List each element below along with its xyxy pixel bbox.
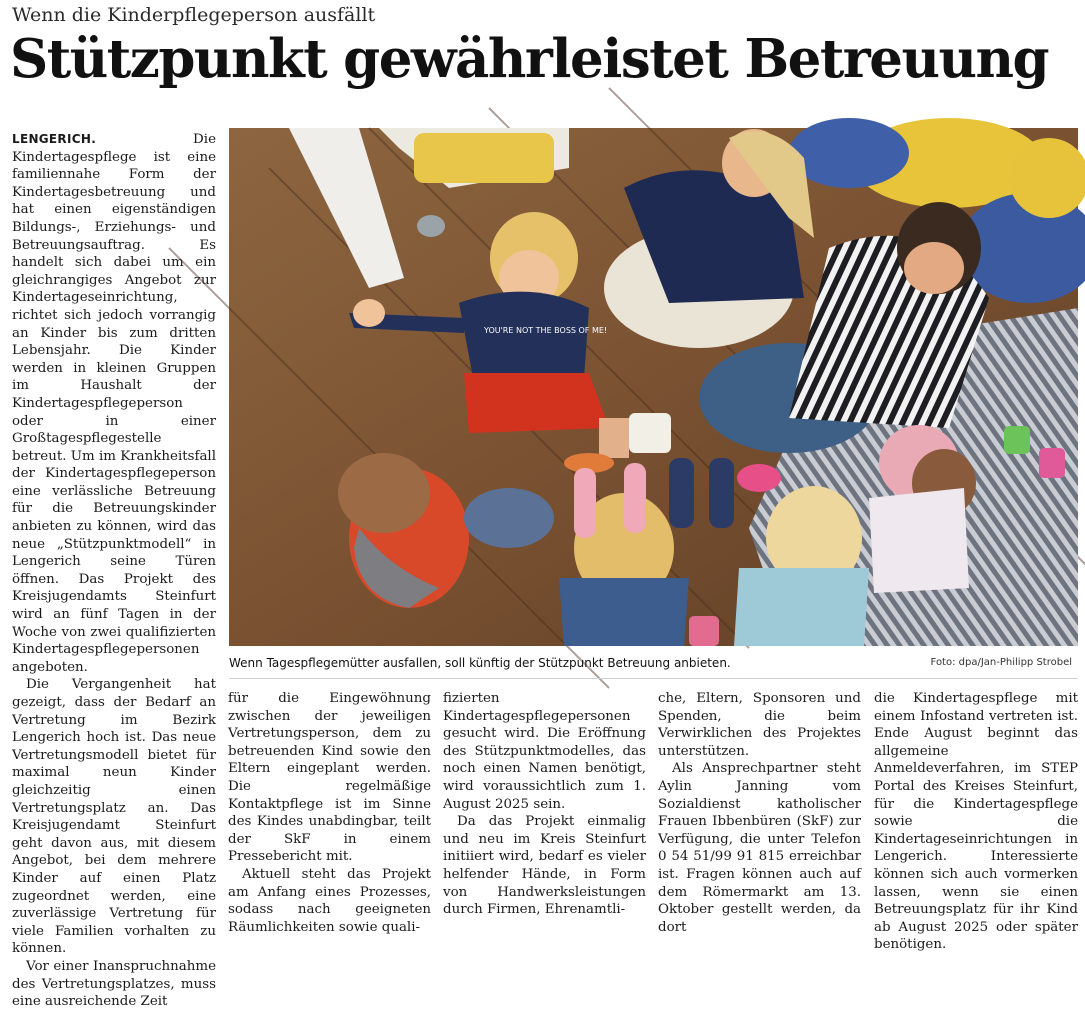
body-paragraph: fizierten Kindertagespflegepersonen gesucht wird. Die Eröffnung des Stützpunktmodelles, das noch einen Namen benötigt, wird voraussichtlich zum 1. August 2025 sein. xyxy=(443,691,646,812)
photo-credit: Foto: dpa/Jan-Philipp Strobel xyxy=(930,657,1072,668)
photo-caption: Wenn Tagespflegemütter ausfallen, soll künftig der Stützpunkt Betreuung anbieten. xyxy=(229,656,731,670)
article-kicker: Wenn die Kinderpflegeperson ausfällt xyxy=(12,4,376,26)
article-headline: Stützpunkt gewährleistet Betreuung xyxy=(10,28,1049,90)
body-paragraph: Vor einer Inanspruchnahme des Vertretungsplatzes, muss eine ausreichende Zeit xyxy=(12,958,216,1010)
body-paragraph: die Kindertagespflege mit einem Infostand vertreten ist. Ende August beginnt das allgemeine Anmeldeverfahren, im STEP Portal des Kreises Steinfurt, für die Kindertagespflege sowie die Kindertageseinrichtungen in Lengerich. Interessierte können sich auch vormerken lassen, wenn sie einen Betreuungsplatz für ihr Kind ab August 2025 oder später benötigen. xyxy=(874,691,1078,953)
article-column-5 xyxy=(874,690,1078,953)
body-paragraph: Da das Projekt einmalig und neu im Kreis Steinfurt initiiert wird, bedarf es vieler helfender Hände, in Form von Handwerksleistungen durch Firmen, Ehrenamtli- xyxy=(443,814,646,918)
article-column-left xyxy=(12,131,216,1010)
dateline: LENGERICH. xyxy=(12,132,97,146)
photo-caption-bar xyxy=(229,654,1078,674)
shirt-print: YOU'RE NOT THE BOSS OF ME! xyxy=(484,326,608,335)
body-paragraph: Die Vergangenheit hat gezeigt, dass der Bedarf an Vertretung im Bezirk Lengerich hoch ist. Das neue Vertretungsmodell bietet für maximal neun Kinder gleichzeitig einen Vertretungsplatz an. Das Kreisjugendamt Steinfurt geht davon aus, mit diesem Angebot, bei dem mehrere Kinder auf einen Platz zugeordnet werden, eine zuverlässige Vertretung für viele Familien vorhalten zu können. xyxy=(12,677,216,957)
body-paragraph: che, Eltern, Sponsoren und Spenden, die beim Verwirklichen des Projektes unterstützen. xyxy=(658,691,861,759)
article-column-2 xyxy=(228,690,431,935)
body-paragraph: Als Ansprechpartner steht Aylin Janning vom Sozialdienst katholischer Frauen Ibbenbüren (SkF) zur Verfügung, die unter Telefon 0 54 51/99 91 815 erreichbar ist. Fragen können auch auf dem Römermarkt am 13. Oktober gestellt werden, da dort xyxy=(658,761,861,935)
article-column-3 xyxy=(443,690,646,917)
lead-paragraph xyxy=(12,131,216,676)
body-paragraph: für die Eingewöhnung zwischen der jeweiligen Vertretungsperson, dem zu betreuenden Kind sowie den Eltern eingeplant werden. Die regelmäßige Kontaktpflege ist im Sinne des Kindes unabdingbar, teilt der SkF in einem Pressebericht mit. xyxy=(228,691,431,865)
lead-text: Die Kindertagespflege ist eine familiennahe Form der Kindertagesbetreuung und hat einen eigenständigen Bildungs-, Erziehungs- und Betreuungsauftrag. Es handelt sich dabei um ein gleichrangiges Angebot zur Kindertageseinrichtung, richtet sich jedoch vorrangig an Kinder bis zum dritten Lebensjahr. Die Kinder werden in kleinen Gruppen im Haushalt der Kindertagespflegeperson oder in einer Großtagespflegestelle betreut. Um im Krankheitsfall der Kindertagespflegeperson eine verlässliche Betreuung für die Betreuungskinder anbieten zu können, wird das neue „Stützpunktmodell“ in Lengerich seine Türen öffnen. Das Projekt des Kreisjugendamts Steinfurt wird an fünf Tagen in der Woche von zwei qualifizierten Kindertagespflegepersonen angeboten. xyxy=(12,132,216,675)
article-photo xyxy=(229,128,1078,646)
article-column-4 xyxy=(658,690,861,935)
caption-divider xyxy=(229,678,1078,679)
body-paragraph: Aktuell steht das Projekt am Anfang eines Prozesses, sodass nach geeigneten Räumlichkeiten sowie quali- xyxy=(228,866,431,935)
